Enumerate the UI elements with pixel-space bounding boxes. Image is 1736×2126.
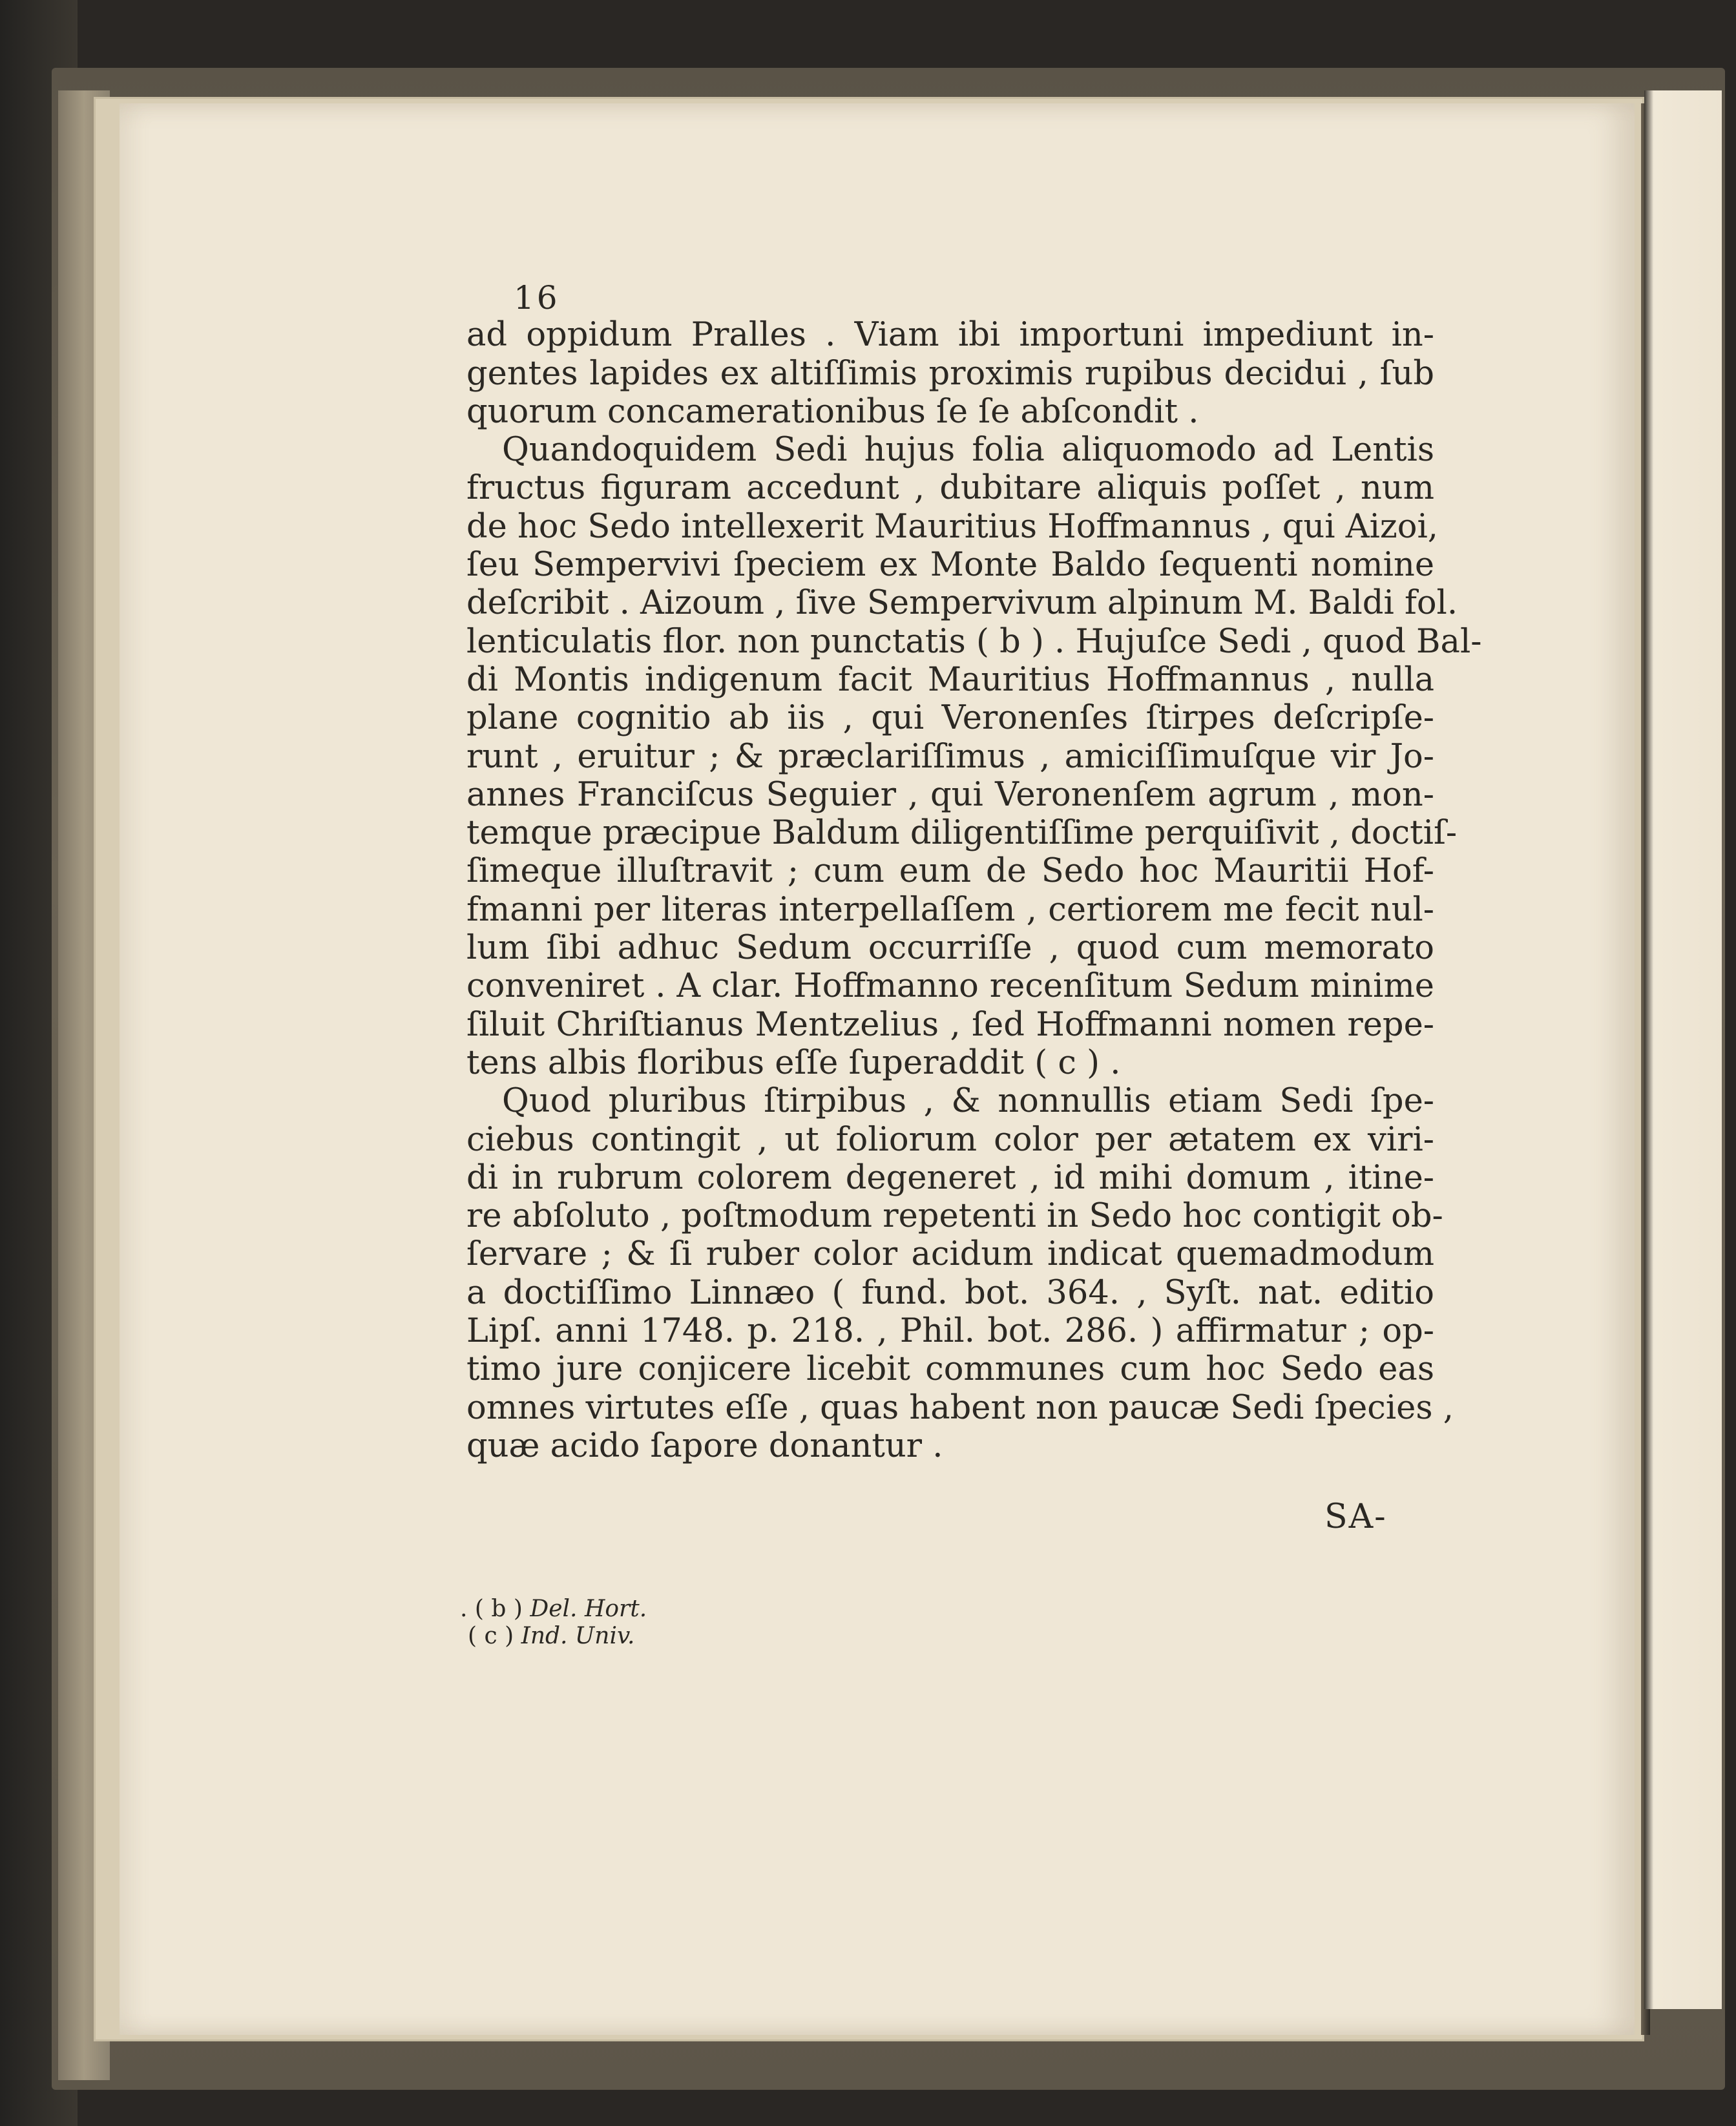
text-line: ſervare ; & ſi ruber color acidum indicat quemadmodum [466,1235,1434,1274]
footnotes [460,1596,647,1650]
text-line: a doctiſſimo Linnæo ( fund. bot. 364. , Syſt. nat. editio [466,1273,1434,1312]
text-line: ciebus contingit , ut foliorum color per ætatem ex viri- [466,1120,1434,1159]
footnote-text: Del. Hort. [530,1596,647,1622]
text-line: timo jure conjicere licebit communes cum hoc Sedo eas [466,1350,1434,1389]
footnote [460,1623,647,1650]
text-line: omnes virtutes eſſe , quas habent non paucæ Sedi ſpecies , [466,1388,1454,1427]
text-line: lenticulatis flor. non punctatis ( b ) . Hujuſce Sedi , quod Bal- [466,622,1482,661]
text-line: Quod pluribus ſtirpibus , & nonnullis etiam Sedi ſpe- [502,1082,1434,1121]
text-line: annes Franciſcus Seguier , qui Veronenſem agrum , mon- [466,775,1434,814]
text-line: Quandoquidem Sedi hujus folia aliquomodo ad Lentis [502,431,1434,470]
text-line: ſeu Sempervivi ſpeciem ex Monte Baldo ſequenti nomine [466,546,1434,585]
text-line: fmanni per literas interpellaſſem , certiorem me fecit nul- [466,890,1434,929]
text-line: plane cognitio ab iis , qui Veronenſes ſtirpes deſcripſe- [466,699,1434,738]
text-line: di Montis indigenum facit Mauritius Hoffmannus , nulla [466,660,1434,699]
text-line: fructus figuram accedunt , dubitare aliquis poſſet , num [466,469,1434,508]
text-line: ad oppidum Pralles . Viam ibi importuni impediunt in- [466,316,1434,355]
text-line: deſcribit . Aizoum , ſive Sempervivum alpinum M. Baldi fol. [466,584,1458,623]
footnote-text: Ind. Univ. [521,1623,635,1649]
footnote-mark: . ( b ) [460,1596,523,1622]
text-line: Lipſ. anni 1748. p. 218. , Phil. bot. 286. ) affirmatur ; op- [466,1312,1434,1351]
text-line: quæ acido ſapore donantur . [466,1426,943,1465]
text-line: ſiluit Chriſtianus Mentzelius , ſed Hoffmanni nomen repe- [466,1005,1434,1044]
text-line: ſimeque illuſtravit ; cum eum de Sedo hoc Mauritii Hof- [466,852,1434,891]
text-line: runt , eruitur ; & præclariſſimus , amiciſſimuſque vir Jo- [466,737,1434,776]
text-line: tens albis floribus eſſe ſuperaddit ( c ) . [466,1043,1121,1082]
text-line: re abſoluto , poſtmodum repetenti in Sedo hoc contigit ob- [466,1197,1443,1236]
body-text [466,278,1482,1465]
footnote-mark: ( c ) [468,1623,514,1649]
text-line: de hoc Sedo intellexerit Mauritius Hoffmannus , qui Aizoi, [466,507,1439,546]
catchword: SA- [1324,1497,1387,1536]
text-line: lum ſibi adhuc Sedum occurriſſe , quod cum memorato [466,929,1434,968]
page-number: 16 [514,279,560,317]
text-line: quorum concamerationibus ſe ſe abſcondit . [466,392,1199,431]
facing-page-edge [1644,90,1722,2009]
text-line: temque præcipue Baldum diligentiſſime perquiſivit , doctiſ- [466,814,1458,853]
text-line: conveniret . A clar. Hoffmanno recenſitum Sedum minime [466,967,1434,1006]
text-line: gentes lapides ex altiſſimis proximis rupibus decidui , ſub [466,354,1434,393]
footnote [460,1596,647,1623]
text-line: di in rubrum colorem degeneret , id mihi domum , itine- [466,1158,1434,1197]
